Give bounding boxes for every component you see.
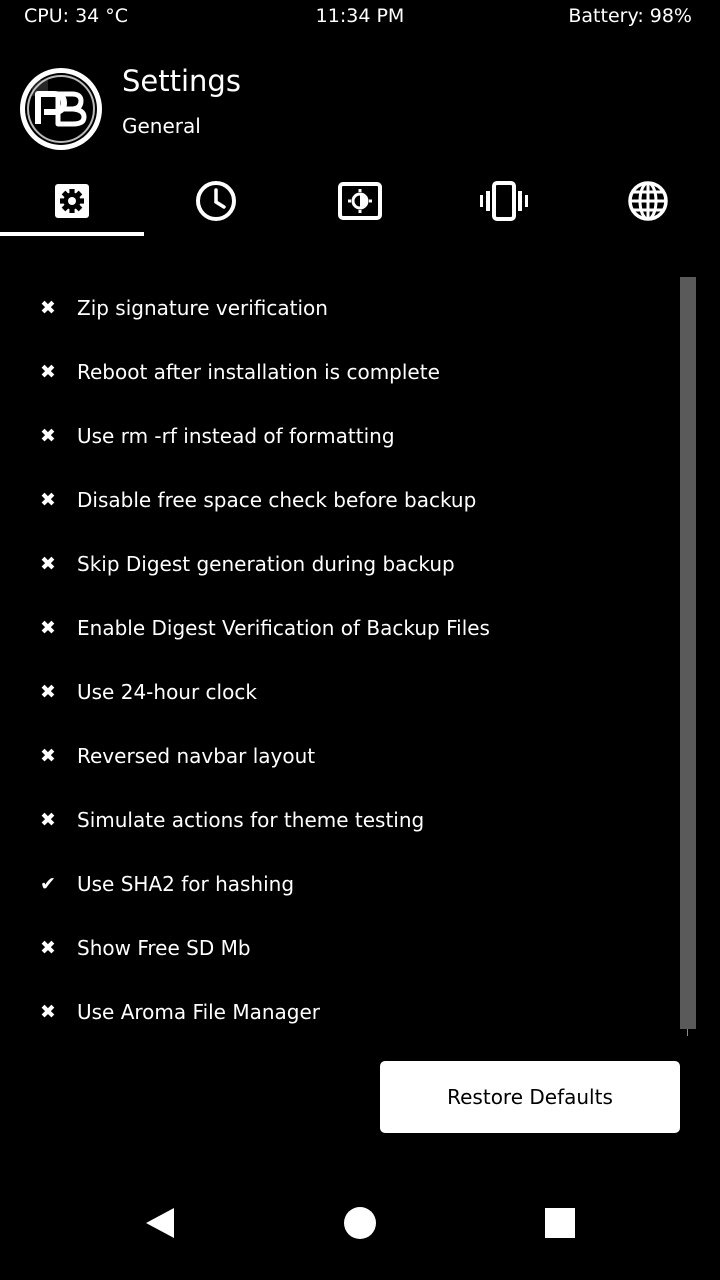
scrollbar-end [687,1029,688,1036]
back-triangle-icon [144,1206,176,1244]
cross-icon: ✖ [40,617,56,639]
cross-icon: ✖ [40,809,56,831]
setting-label: Simulate actions for theme testing [77,808,425,832]
cross-icon: ✖ [40,937,56,959]
tab-screen[interactable] [288,170,432,236]
setting-label: Use rm -rf instead of formatting [77,424,395,448]
setting-item[interactable] [0,726,660,790]
battery-level: Battery: 98% [568,5,692,27]
setting-item[interactable] [0,406,660,470]
page-subtitle: General [122,114,201,138]
cross-icon: ✖ [40,745,56,767]
recents-button[interactable] [510,1180,610,1270]
scrollbar[interactable] [680,277,696,1029]
setting-label: Reversed navbar layout [77,744,316,768]
setting-item[interactable] [0,662,660,726]
setting-label: Use Aroma File Manager [77,1000,321,1024]
back-button[interactable] [110,1180,210,1270]
recents-square-icon [545,1208,575,1242]
setting-item[interactable] [0,534,660,598]
setting-label: Zip signature verification [77,296,328,320]
cross-icon: ✖ [40,489,56,511]
setting-item[interactable] [0,790,660,854]
checkmark-icon: ✔ [40,873,56,895]
setting-item[interactable] [0,982,660,1046]
page-title: Settings [122,64,241,98]
setting-label: Use 24-hour clock [77,680,257,704]
cross-icon: ✖ [40,425,56,447]
setting-item[interactable] [0,278,660,342]
setting-label: Skip Digest generation during backup [77,552,455,576]
setting-item[interactable] [0,918,660,982]
cross-icon: ✖ [40,681,56,703]
restore-defaults-button[interactable]: Restore Defaults [380,1061,680,1133]
cross-icon: ✖ [40,297,56,319]
header [0,62,720,162]
setting-label: Show Free SD Mb [77,936,251,960]
cross-icon: ✖ [40,1001,56,1023]
setting-label: Enable Digest Verification of Backup Files [77,616,490,640]
tab-bar [0,170,720,236]
home-button[interactable] [310,1180,410,1270]
setting-item[interactable] [0,854,660,918]
setting-item[interactable] [0,342,660,406]
tab-general[interactable] [0,170,144,236]
tab-vibration[interactable] [432,170,576,236]
clock-icon [195,184,237,222]
setting-label: Use SHA2 for hashing [77,872,295,896]
navigation-bar [0,1180,720,1270]
setting-label: Reboot after installation is complete [77,360,440,384]
gear-icon [53,186,91,220]
brightness-icon [338,186,382,220]
settings-list [0,278,660,1046]
pb-logo-icon [18,66,104,152]
tab-language[interactable] [576,170,720,236]
setting-label: Disable free space check before backup [77,488,477,512]
clock: 11:34 PM [315,5,405,27]
cross-icon: ✖ [40,361,56,383]
cpu-temperature: CPU: 34 °C [24,5,129,27]
globe-icon [627,184,669,222]
vibration-icon [479,185,529,221]
setting-item[interactable] [0,598,660,662]
home-circle-icon [343,1206,377,1244]
tab-time[interactable] [144,170,288,236]
status-bar [0,0,720,36]
cross-icon: ✖ [40,553,56,575]
setting-item[interactable] [0,470,660,534]
